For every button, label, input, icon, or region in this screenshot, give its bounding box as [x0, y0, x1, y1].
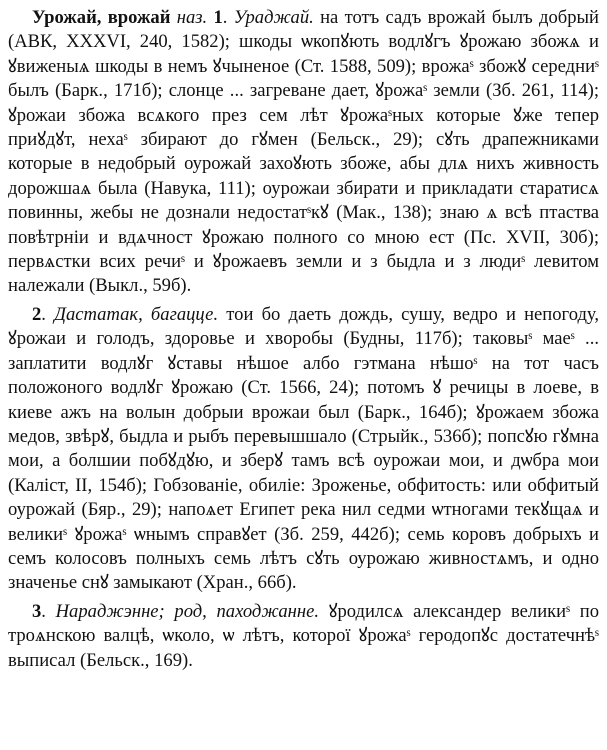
- sense-3-paragraph: 3. Нараджэнне; род, паходжанне. ꙋродилсѧ александер великиˢ по троѧнскою валцѣ, ѡколо, ѡ лѣтъ, которої ꙋрожаˢ геродопꙋс достатечнѣˢ выписал (Бельск., 169).: [8, 600, 599, 671]
- sense-number: 1: [213, 7, 223, 28]
- sense-citations: ꙋродилсѧ александер великиˢ по троѧнскою валцѣ, ѡколо, ѡ лѣтъ, которої ꙋрожаˢ геродопꙋс достатечнѣˢ выписал (Бельск., 169).: [8, 600, 599, 671]
- sense-citations: на тотъ садъ врожай былъ добрый (АВК, XXXVI, 240, 1582); шкоды ѡкопꙋють водлꙋгъ ꙋрожаю збожѧ и ꙋвиженыѧ шкоды в немъ ꙋчыненое (Ст. 1588, 509); врожаˢ збожꙋ середниˢ былъ (Барк., 171б); слонце ... загреване дает, ꙋрожаˢ земли (Зб. 261, 114); ꙋрожаи збожа всѧкого през сем лѣт ꙋрожаˢных которые ꙋже тепер приꙋдꙋт, нехаˢ збирают до гꙋмен (Бельск., 29); сꙋть драпежниками которые в недобрый оурожай захоꙋють збоже, абы длѧ нихъ живность дорожшаѧ была (Навука, 111); оурожаи збирати и прикладати старатисѧ повинны, жебы не дознали недостатˢкꙋ (Мак., 138); знаю ѧ всѣ птаства повѣтрніи и вдѧчност ꙋрожаю полного со мною ест (Пс. XVII, 30б); первѧстки всих речиˢ и ꙋрожаевъ земли и з быдла и з людиˢ левитом належали (Выкл., 59б).: [8, 7, 599, 297]
- sense-number: 3: [32, 600, 42, 622]
- grammar-label: наз.: [176, 7, 208, 28]
- sense-gloss: Нараджэнне; род, паходжанне.: [55, 600, 320, 622]
- headword: Урожай, врожай: [32, 7, 171, 28]
- sense-gloss: Дастатак, багацце.: [54, 303, 219, 325]
- sense-citations: тои бо даеть дождь, сушу, ведро и непогоду, ꙋрожаи и голодъ, здоровье и хворобы (Будны, 117б); таковыˢ маеˢ ... заплатити водлꙋг ꙋставы нѣшое албо гэтмана нѣшоˢ на тот часъ положоного водлꙋг ꙋрожаю (Ст. 1566, 24); потомъ ꙋ речицы в лоеве, в киеве ажъ на волын добрыи врожаи был (Барк., 164б); ꙋрожаем збожа медов, звѣрꙋ, быдла и рыбъ перевышшало (Стрыйк., 536б); попсꙋю гꙋмна мои, а болшии побꙋдꙋю, и зберꙋ тамъ всѣ оурожаи мои, и дѡбра мои (Каліст, II, 154б); Гобзованіе, обиліе: Зроженье, обфитость: или обфитый оурожай (Бяр., 29); напоѧет Египет река нил седми ѡтногами текꙋщаѧ и великиˢ ꙋрожаˢ ѡнымъ справꙋет (Зб. 259, 442б); семь коровъ добрыхъ и семъ колосовъ полныхъ семь лѣтъ сꙋть оурожаю живностѧмъ, и одно значенье снꙋ замыкают (Хран., 66б).: [8, 303, 599, 594]
- sense-number: 2: [32, 303, 42, 325]
- sense-1-paragraph: Урожай, врожай наз. 1. Ураджай. на тотъ садъ врожай былъ добрый (АВК, XXXVI, 240, 1582); шкоды ѡкопꙋють водлꙋгъ ꙋрожаю збожѧ и ꙋвиженыѧ шкоды в немъ ꙋчыненое (Ст. 1588, 509); врожаˢ збожꙋ середниˢ былъ (Барк., 171б); слонце ... загреване дает, ꙋрожаˢ земли (Зб. 261, 114); ꙋрожаи збожа всѧкого през сем лѣт ꙋрожаˢных которые ꙋже тепер приꙋдꙋт, нехаˢ збирают до гꙋмен (Бельск., 29); сꙋть драпежниками которые в недобрый оурожай захоꙋють збоже, абы длѧ нихъ живность дорожшаѧ была (Навука, 111); оурожаи збирати и прикладати старатисѧ повинны, жебы не дознали недостатˢкꙋ (Мак., 138); знаю ѧ всѣ птаства повѣтрніи и вдѧчност ꙋрожаю полного со мною ест (Пс. XVII, 30б); первѧстки всих речиˢ и ꙋрожаевъ земли и з быдла и з людиˢ левитом належали (Выкл., 59б).: [8, 7, 599, 297]
- sense-2-paragraph: 2. Дастатак, багацце. тои бо даеть дождь, сушу, ведро и непогоду, ꙋрожаи и голодъ, здоровье и хворобы (Будны, 117б); таковыˢ маеˢ ... заплатити водлꙋг ꙋставы нѣшое албо гэтмана нѣшоˢ на тот часъ положоного водлꙋг ꙋрожаю (Ст. 1566, 24); потомъ ꙋ речицы в лоеве, в киеве ажъ на волын добрыи врожаи был (Барк., 164б); ꙋрожаем збожа медов, звѣрꙋ, быдла и рыбъ перевышшало (Стрыйк., 536б); попсꙋю гꙋмна мои, а болшии побꙋдꙋю, и зберꙋ тамъ всѣ оурожаи мои, и дѡбра мои (Каліст, II, 154б); Гобзованіе, обиліе: Зроженье, обфитость: или обфитый оурожай (Бяр., 29); напоѧет Египет река нил седми ѡтногами текꙋщаѧ и великиˢ ꙋрожаˢ ѡнымъ справꙋет (Зб. 259, 442б); семь коровъ добрыхъ и семъ колосовъ полныхъ семь лѣтъ сꙋть оурожаю живностѧмъ, и одно значенье снꙋ замыкают (Хран., 66б).: [8, 303, 599, 594]
- sense-gloss: Ураджай.: [233, 7, 314, 28]
